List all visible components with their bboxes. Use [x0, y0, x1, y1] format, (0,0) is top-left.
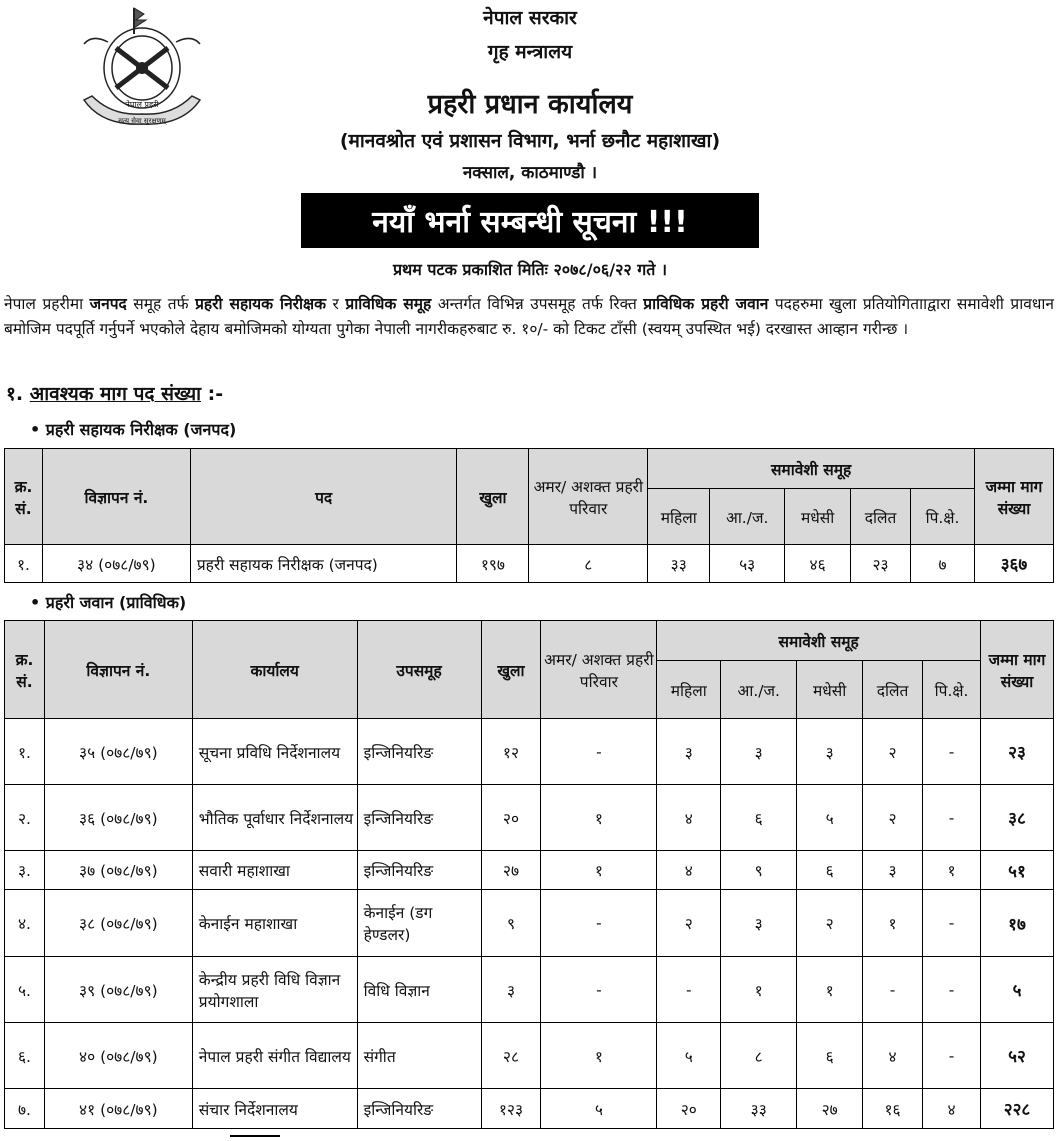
department-name: (मानवश्रोत एवं प्रशासन विभाग, भर्ना छनौट महाशाखा)	[339, 130, 721, 152]
table-row: ३. ३७ (०७८/७९) सवारी महाशाखा इन्जिनियरिङ २७ १ ४ ९ ६ ३ १ ५१	[5, 851, 1054, 890]
notice-banner: नयाँ भर्ना सम्बन्धी सूचना !!!	[301, 193, 759, 248]
subheading-constable: • प्रहरी जवान (प्राविधिक)	[30, 593, 187, 612]
section-heading: १. आवश्यक माग पद संख्या :-	[6, 383, 224, 405]
table-row: ५. ३९ (०७८/७९) केन्द्रीय प्रहरी विधि विज्ञान प्रयोगशाला विधि विज्ञान ३ - - १ १ - - ५	[5, 957, 1054, 1023]
published-date: प्रथम पटक प्रकाशित मितिः २०७८/०६/२२ गते ।	[392, 260, 668, 279]
table-row: ६. ४० (०७८/७९) नेपाल प्रहरी संगीत विद्यालय संगीत २८ १ ५ ८ ६ ४ - ५२	[5, 1023, 1054, 1089]
table-row: २. ३६ (०७८/७९) भौतिक पूर्वाधार निर्देशनालय इन्जिनियरिङ २० १ ४ ६ ५ २ - ३८	[5, 785, 1054, 851]
table-row: ७. ४१ (०७८/७९) संचार निर्देशनालय इन्जिनियरिङ १२३ ५ २० ३३ २७ १६ ४ २२८	[5, 1089, 1054, 1129]
office-name: प्रहरी प्रधान कार्यालय	[427, 89, 633, 120]
nepal-police-emblem	[72, 4, 212, 132]
intro-paragraph: नेपाल प्रहरीमा जनपद समूह तर्फ प्रहरी सहायक निरीक्षक र प्राविधिक समूह अन्तर्गत विभिन्न उपसमूह तर्फ रिक्त प्राविधिक प्रहरी जवान पदहरुमा खुला प्रतियोगितााद्वारा समावेशी प्रावधान बमोजिम पदपूर्ति गर्नुपर्ने भएकोले देहाय बमोजिमको योग्यता पुगेका नेपाली नागरीकहरुबाट रु. १०/- को टिकट टाँसी (स्वयम् उपस्थित भई) दरखास्त आव्हान गरीन्छ ।	[4, 295, 1054, 338]
ministry-name: गृह मन्त्रालय	[487, 41, 573, 63]
constable-vacancy-table: क्र. सं. विज्ञापन नं. कार्यालय उपसमूह खुला अमर/ अशक्त प्रहरी परिवार समावेशी समूह जम्मा माग संख्या महिला आ./ज. मधेसी दलित पि.क्षे. १. ३५ (०७८/७९) सूचना प्रविधि निर्देशनालय इन्जिनियरिङ १२ - ३ ३ ३ २ - २३ २. ३६ (०७८/७९) भौतिक पूर्वाधार निर्देशनालय इन्जिनियरिङ २० १ ४ ६ ५ २ - ३८ ३. ३७ (०७८/७९) सवारी महाशाखा इन्जिनियरिङ २७ १ ४ ९ ६ ३ १ ५१ ४. ३८ (०७८/७९) केनाईन महाशाखा केनाईन (डग हेण्डलर) ९ - २ ३ २ १ - १७ ५. ३९ (०७८/७९) केन्द्रीय प्रहरी विधि विज्ञान प्रयोगशाला विधि विज्ञान ३ - - १ १ - - ५ ६. ४० (०७८/७९) नेपाल प्रहरी संगीत विद्यालय संगीत २८ १ ५ ८ ६ ४ - ५२ ७. ४१ (०७८/७९) संचार निर्देशनालय इन्जिनियरिङ १२३ ५ २० ३३ २७ १६ ४ २२८	[4, 620, 1054, 1129]
table-row: ४. ३८ (०७८/७९) केनाईन महाशाखा केनाईन (डग हेण्डलर) ९ - २ ३ २ १ - १७	[5, 890, 1054, 957]
logo-text-top: नेपाल प्रहरी	[125, 100, 159, 109]
page-continuation-mark	[230, 1135, 280, 1141]
subheading-asi: • प्रहरी सहायक निरीक्षक (जनपद)	[30, 420, 237, 439]
table-row: १. ३५ (०७८/७९) सूचना प्रविधि निर्देशनालय इन्जिनियरिङ १२ - ३ ३ ३ २ - २३	[5, 719, 1054, 785]
govt-name: नेपाल सरकार	[483, 7, 577, 29]
logo-text-bottom: सत्य सेवा सुरक्षणम्	[118, 117, 166, 125]
table-row: १. ३४ (०७८/७९) प्रहरी सहायक निरीक्षक (जनपद) १९७ ८ ३३ ५३ ४६ २३ ७ ३६७	[5, 545, 1054, 583]
asi-vacancy-table: क्र. सं. विज्ञापन नं. पद खुला अमर/ अशक्त प्रहरी परिवार समावेशी समूह जम्मा माग संख्या महिला आ./ज. मधेसी दलित पि.क्षे. १. ३४ (०७८/७९) प्रहरी सहायक निरीक्षक (जनपद) १९७ ८ ३३ ५३ ४६ २३ ७ ३६७	[4, 448, 1054, 583]
office-location: नक्साल, काठमाण्डौ ।	[462, 163, 598, 183]
